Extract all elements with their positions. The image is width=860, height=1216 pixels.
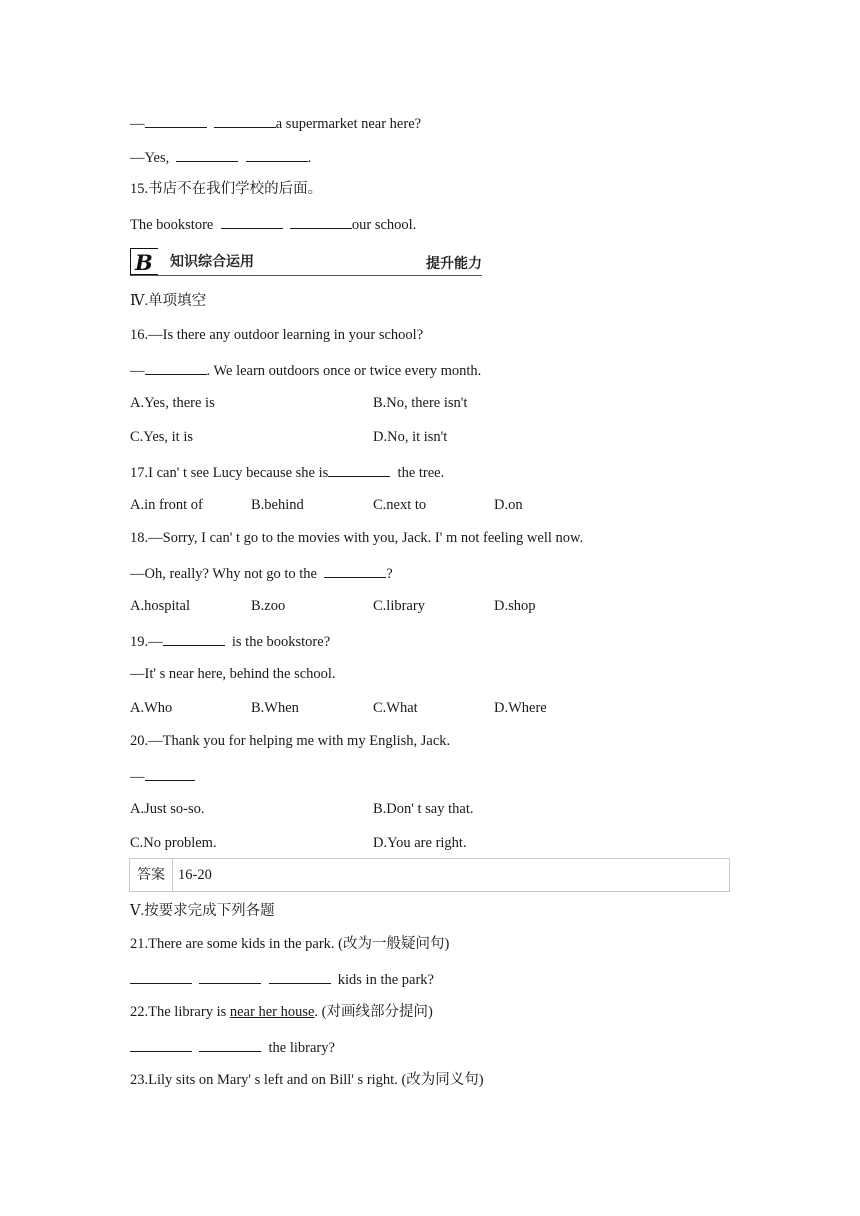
q18-option-d[interactable]: D.shop	[494, 598, 536, 614]
q20-blank[interactable]	[145, 766, 195, 781]
q20-option-b[interactable]: B.Don' t say that.	[373, 801, 474, 817]
q21-blank-2[interactable]	[199, 969, 261, 984]
q18-blank[interactable]	[324, 563, 386, 578]
section-b-header	[130, 246, 482, 276]
q22-answer-suffix: the library?	[261, 1040, 335, 1056]
q14-text: a supermarket near here?	[275, 116, 422, 132]
q18-stem: 18.—Sorry, I can' t go to the movies with you, Jack. I' m not feeling well now.	[130, 530, 584, 546]
q17-option-a[interactable]: A.in front of	[130, 497, 203, 513]
q16-option-c[interactable]: C.Yes, it is	[130, 429, 193, 445]
q18-option-b[interactable]: B.zoo	[251, 598, 286, 614]
q14-answer-blank-2[interactable]	[246, 147, 308, 162]
q17-option-c[interactable]: C.next to	[373, 497, 427, 513]
q18-reply-suffix: ?	[386, 566, 393, 582]
section-b-letter: B	[135, 250, 153, 275]
q14-answer-prefix: —Yes,	[130, 150, 173, 166]
q20-reply-dash: —	[130, 769, 145, 785]
q22-blank-1[interactable]	[130, 1037, 192, 1052]
q18-reply-prefix: —Oh, really? Why not go to the	[130, 566, 321, 582]
q14-question-line	[130, 113, 421, 133]
q17-blank[interactable]	[328, 462, 390, 477]
section-b-badge	[130, 248, 158, 275]
q16-reply-dash: —	[130, 363, 145, 379]
q14-answer-blank-1[interactable]	[176, 147, 238, 162]
q16-stem: 16.—Is there any outdoor learning in your school?	[130, 327, 424, 343]
q19-option-d[interactable]: D.Where	[494, 700, 547, 716]
q18-option-c[interactable]: C.library	[373, 598, 425, 614]
answer-box	[129, 858, 730, 892]
q15-suffix: our school.	[351, 217, 417, 233]
q15-prompt: 15.书店不在我们学校的后面。	[130, 181, 323, 197]
answer-value: 16-20	[178, 867, 212, 883]
q15-blank-2[interactable]	[290, 214, 352, 229]
q17-stem	[130, 462, 444, 482]
q16-option-b[interactable]: B.No, there isn't	[373, 395, 468, 411]
q23-stem: 23.Lily sits on Mary' s left and on Bill' s right. (改为同义句)	[130, 1072, 484, 1088]
q21-blank-1[interactable]	[130, 969, 192, 984]
q16-option-d[interactable]: D.No, it isn't	[373, 429, 448, 445]
q20-stem: 20.—Thank you for helping me with my English, Jack.	[130, 733, 451, 749]
q16-reply	[130, 360, 481, 380]
q21-answer-line	[130, 969, 434, 989]
q18-reply	[130, 563, 393, 583]
q19-stem-prefix: 19.—	[130, 634, 163, 650]
q22-blank-2[interactable]	[199, 1037, 261, 1052]
q14-blank-1[interactable]	[145, 113, 207, 128]
section-b-subtitle: 提升能力	[426, 256, 482, 272]
q17-option-d[interactable]: D.on	[494, 497, 523, 513]
q19-option-a[interactable]: A.Who	[130, 700, 173, 716]
section-b-title: 知识综合运用	[170, 254, 254, 270]
q15-blank-1[interactable]	[221, 214, 283, 229]
q18-option-a[interactable]: A.hospital	[130, 598, 191, 614]
q16-reply-text: . We learn outdoors once or twice every month.	[206, 363, 482, 379]
q14-dash: —	[130, 116, 145, 132]
q15-answer-line	[130, 214, 416, 234]
section-b-rule	[130, 275, 482, 276]
q19-reply: —It' s near here, behind the school.	[130, 666, 336, 682]
q22-stem	[130, 1003, 433, 1021]
q14-answer-line	[130, 147, 311, 167]
q14-answer-suffix: .	[307, 150, 312, 166]
q22-underlined-phrase: near her house	[229, 1004, 315, 1020]
q19-stem-suffix: is the bookstore?	[224, 634, 331, 650]
q19-option-b[interactable]: B.When	[251, 700, 299, 716]
answer-label: 答案	[130, 859, 173, 891]
part5-heading: Ⅴ.按要求完成下列各题	[130, 903, 275, 919]
q20-option-d[interactable]: D.You are right.	[373, 835, 467, 851]
q19-stem	[130, 631, 330, 651]
q15-prefix: The bookstore	[130, 217, 217, 233]
q21-answer-suffix: kids in the park?	[330, 972, 434, 988]
q16-blank[interactable]	[145, 360, 207, 375]
q22-stem-prefix: 22.The library is	[130, 1004, 230, 1020]
q22-stem-suffix: . (对画线部分提问)	[314, 1004, 433, 1020]
q17-option-b[interactable]: B.behind	[251, 497, 304, 513]
q22-answer-line	[130, 1037, 335, 1057]
q20-option-c[interactable]: C.No problem.	[130, 835, 217, 851]
q20-reply	[130, 766, 195, 786]
q19-option-c[interactable]: C.What	[373, 700, 418, 716]
q17-stem-prefix: 17.I can' t see Lucy because she is	[130, 465, 329, 481]
q16-option-a[interactable]: A.Yes, there is	[130, 395, 215, 411]
q14-blank-2[interactable]	[214, 113, 276, 128]
q20-option-a[interactable]: A.Just so-so.	[130, 801, 205, 817]
q19-blank[interactable]	[163, 631, 225, 646]
q17-stem-suffix: the tree.	[390, 465, 445, 481]
part4-heading: Ⅳ.单项填空	[130, 293, 207, 309]
q21-blank-3[interactable]	[269, 969, 331, 984]
q21-stem: 21.There are some kids in the park. (改为一般疑问句)	[130, 936, 450, 952]
